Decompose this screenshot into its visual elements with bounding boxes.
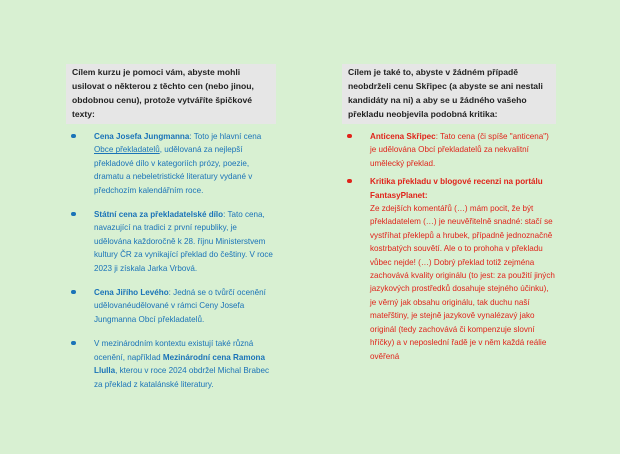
bullet-icon <box>71 290 76 295</box>
anti-award-text: : Tato cena (či spíše "anticena") je udělována Obcí překladatelů za nekvalitní umělecký překlad. <box>370 132 549 168</box>
award-text: : Jedná se o tvůrčí ocenění udělovanéudělované v rámci Ceny Josefa Jungmanna Obcí překladatelů. <box>94 288 266 324</box>
right-column <box>342 64 556 368</box>
anti-award-title: Anticena Skřipec <box>370 132 436 141</box>
award-text: , udělovaná za nejlepší překladové dílo v kategoriích prózy, poezie, dramatu a nebeletristické literatury vydané v předchozím kalendářním roce. <box>94 145 253 195</box>
award-title: Cena Jiřího Levého <box>94 288 169 298</box>
award-title: Mezinárodní cena Ramona Llulla <box>94 352 265 376</box>
award-title: Cena Josefa Jungmanna <box>94 132 190 141</box>
award-title: Státní cena za překladatelské dílo <box>94 210 224 220</box>
list-item-kritika <box>342 175 556 363</box>
list-item-jungmann <box>66 130 276 197</box>
left-column <box>66 64 276 402</box>
award-text: V mezinárodním kontextu existují také různá ocenění, například <box>94 339 254 362</box>
award-text: , kterou v roce 2024 obdržel Michal Brabec za překlad z katalánské literatury. <box>94 366 270 389</box>
anti-award-list <box>342 130 556 363</box>
award-list <box>66 130 276 391</box>
bullet-icon <box>71 212 76 217</box>
list-item-skripec <box>342 130 556 170</box>
obec-prekladatelu-link[interactable]: Obce překladatelů <box>94 145 160 155</box>
bullet-icon <box>71 134 76 139</box>
right-intro: Cílem je také to, abyste v žádném případě neobdrželi cenu Skřipec (a abyste se ani nestali kandidáty na ni) a aby se u žádného vašeho překladu neobjevila podobná kritika: <box>342 64 556 124</box>
list-item-llull <box>66 337 276 391</box>
critique-title: Kritika překladu v blogové recenzi na portálu FantasyPlanet: <box>370 177 543 200</box>
bullet-icon <box>347 134 352 139</box>
critique-text: Ze zdejších komentářů (…) mám pocit, že být překladatelem (…) je neuvěřitelně snadné: stačí se vystříhat překlepů a hrubek, případně jednoznačně kostrbatých souvětí. Ale o to prohoha v překladu vůbec nejde! (…) Dobrý překlad totiž zejména zachovává kvality originálu (to jest: za použití jiných jazykových prostředků dosahuje stejného účinku), je věrný jak obsahu originálu, tak duchu naší mateřštiny, je stejně jazykově vynalézavý jako originál (tedy zachovává či kompenzuje slovní hříčky) a v neposlední řadě je v něm každá reálie ověřená <box>370 204 555 361</box>
award-text: : Tato cena, navazující na tradici z první republiky, je udělována každoročně k 28. říjnu Ministerstvem kultury ČR za vynikající překlad do češtiny. V roce 2023 ji získala Jarka Vrbová. <box>94 210 273 273</box>
left-intro: Cílem kurzu je pomoci vám, abyste mohli usilovat o některou z těchto cen (nebo jinou, obdobnou cenu), protože vytváříte špičkové texty: <box>66 64 276 124</box>
list-item-statni-cena <box>66 208 276 275</box>
bullet-icon <box>347 179 352 184</box>
award-text: : Toto je hlavní cena <box>189 132 262 141</box>
list-item-levy <box>66 286 276 326</box>
bullet-icon <box>71 341 76 346</box>
